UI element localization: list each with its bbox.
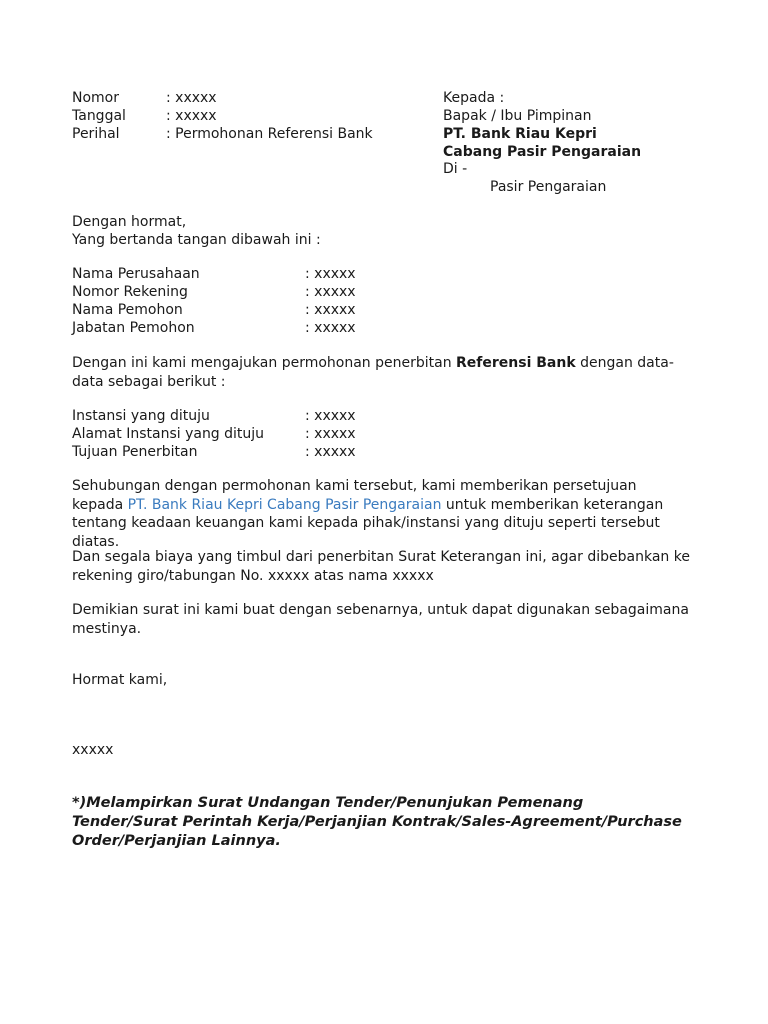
consent-text-end: untuk memberikan keterangan tentang keadaan keuangan kami kepada pihak/instansi yang dituju seperti tersebut diatas. — [72, 496, 664, 550]
tanggal-value: : xxxxx — [166, 108, 217, 124]
field-value: : xxxxx — [305, 426, 356, 442]
field-label: Tujuan Penerbitan — [72, 444, 198, 460]
consent-text: Sehubungan dengan permohonan kami tersebut, kami memberikan persetujuan kepada — [72, 478, 637, 513]
field-label: Alamat Instansi yang dituju — [72, 426, 265, 442]
field-label: Nama Perusahaan — [72, 266, 200, 282]
field-label: Instansi yang dituju — [72, 408, 210, 424]
request-text: Dengan ini kami mengajukan permohonan penerbitan — [72, 355, 457, 371]
field-label: Nomor Rekening — [72, 284, 188, 300]
perihal-value: : Permohonan Referensi Bank — [166, 126, 373, 142]
field-label: Jabatan Pemohon — [72, 320, 195, 336]
recipient-branch: Cabang Pasir Pengaraian — [443, 144, 642, 160]
sign-off: Hormat kami, — [72, 672, 168, 688]
consent-paragraph — [72, 477, 692, 551]
nomor-value: : xxxxx — [166, 90, 217, 106]
recipient-kepada: Kepada : — [443, 90, 505, 106]
closing-paragraph: Demikian surat ini kami buat dengan sebenarnya, untuk dapat digunakan sebagaimana mestinya. — [72, 602, 689, 637]
field-value: : xxxxx — [305, 408, 356, 424]
request-paragraph — [72, 354, 692, 391]
tanggal-label: Tanggal — [72, 108, 126, 124]
nomor-label: Nomor — [72, 90, 119, 106]
recipient-di: Di - — [443, 161, 468, 177]
field-label: Nama Pemohon — [72, 302, 183, 318]
field-value: : xxxxx — [305, 284, 356, 300]
field-value: : xxxxx — [305, 320, 356, 336]
recipient-city: Pasir Pengaraian — [490, 179, 607, 195]
signature-name: xxxxx — [72, 742, 114, 758]
field-value: : xxxxx — [305, 444, 356, 460]
costs-paragraph: Dan segala biaya yang timbul dari penerbitan Surat Keterangan ini, agar dibebankan ke rekening giro/tabungan No. xxxxx atas nama xxxxx — [72, 549, 690, 584]
request-emphasis: Referensi Bank — [456, 355, 576, 371]
bank-link[interactable]: PT. Bank Riau Kepri Cabang Pasir Pengaraian — [127, 496, 442, 513]
perihal-label: Perihal — [72, 126, 120, 142]
recipient-title: Bapak / Ibu Pimpinan — [443, 108, 592, 124]
request-text-end: dengan data-data sebagai berikut : — [72, 355, 674, 390]
attachment-footnote: *)Melampirkan Surat Undangan Tender/Penunjukan Pemenang Tender/Surat Perintah Kerja/Perjanjian Kontrak/Sales-Agreement/Purchase Order/Perjanjian Lainnya. — [72, 795, 682, 849]
recipient-bank: PT. Bank Riau Kepri — [443, 126, 597, 142]
greeting: Dengan hormat, — [72, 214, 187, 230]
field-value: : xxxxx — [305, 302, 356, 318]
field-value: : xxxxx — [305, 266, 356, 282]
intro-line: Yang bertanda tangan dibawah ini : — [72, 232, 321, 248]
